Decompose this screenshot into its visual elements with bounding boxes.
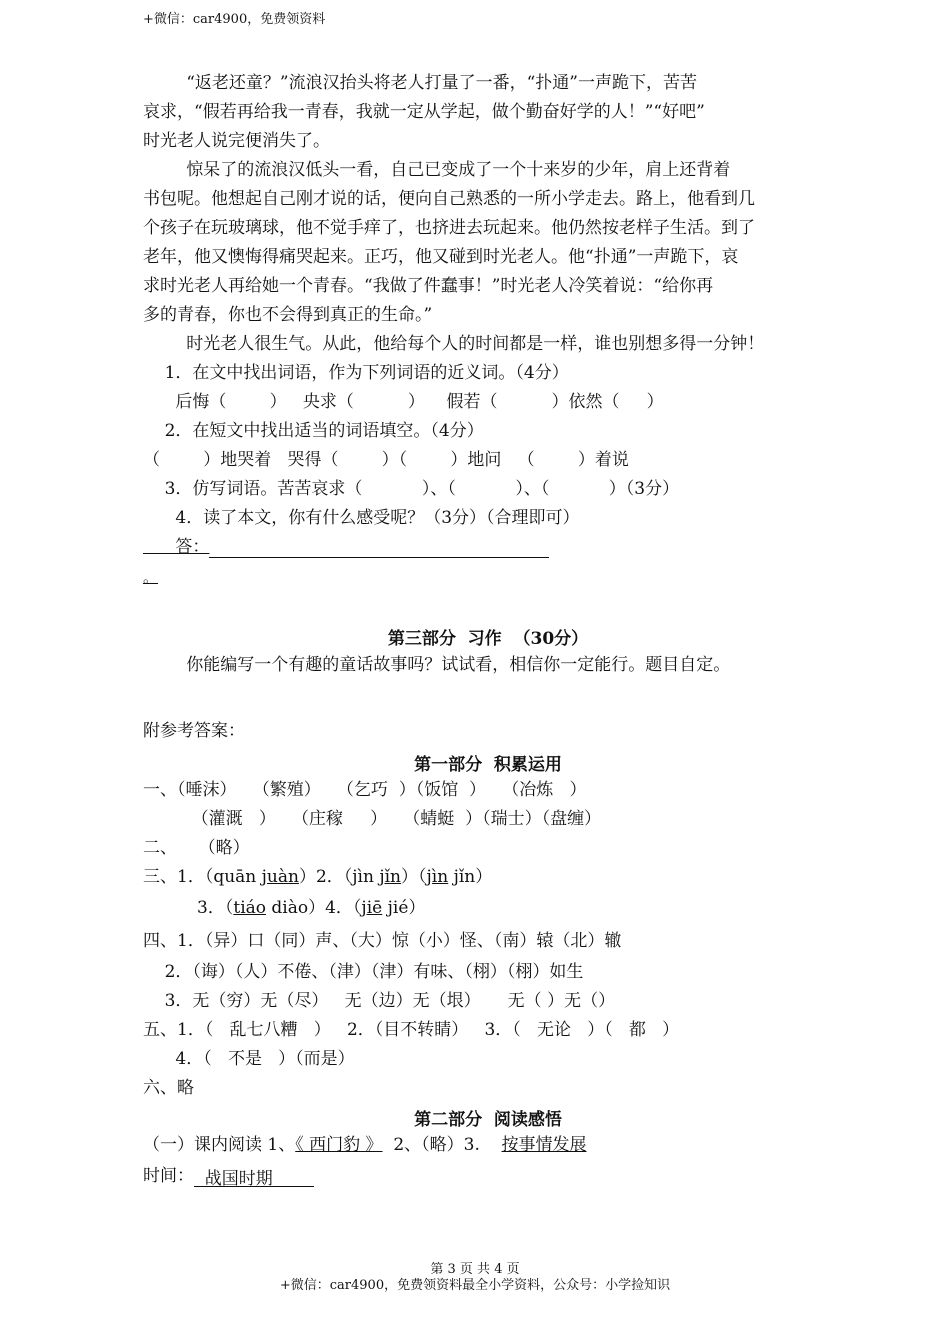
pinyin-underlined: jìn [426,867,449,887]
footer-note: +微信：car4900，免费领资料最全小学资料，公众号：小学捡知识 [279,1278,671,1293]
question-1-blanks: 后悔（ ） 央求（ ） 假若（ ）依然（ ） [143,392,664,412]
pinyin-text: ）2．（jìn [298,867,380,887]
pinyin-underlined: juàn [261,867,299,887]
answers-line-10: 4．（ 不是 ）（而是） [143,1049,355,1069]
pinyin-text: 三、1．（quān [143,867,262,887]
story-line-10: 时光老人很生气。从此，他给每个人的时间都是一样，谁也别想多得一分钟！ [143,334,765,354]
answer-text: 2、（略）3. [382,1135,502,1155]
answers-line-9: 五、1．（ 乱七八糟 ） 2．（目不转睛） 3．（ 无论 ）（ 都 ） [143,1020,680,1040]
answer-line [143,536,549,558]
time-answer-blank [194,1168,314,1187]
story-line-4: 惊呆了的流浪汉低头一看，自己已变成了一个十来岁的少年，肩上还背着 [143,160,731,180]
pinyin-text: diào）4．（ [266,898,362,918]
pinyin-underlined: jǐn [379,867,402,887]
pinyin-text: jié） [382,898,426,918]
story-line-2: 哀求，“假若再给我一青春，我就一定从学起，做个勤奋好学的人！”“好吧” [143,102,705,122]
answers-line-5 [143,897,425,919]
story-line-3: 时光老人说完便消失了。 [143,131,330,151]
page-header: +微信：car4900，免费领资料 [143,12,326,27]
answer-blank [209,539,549,558]
answers-line-3: 二、 （略） [143,838,250,858]
answers-part1-title: 第一部分 积累运用 [414,755,562,775]
part3-title: 第三部分 习作 （30分） [387,629,589,649]
pinyin-underlined: jiē [361,898,383,918]
answer-text: （一）课内阅读 1、 [143,1135,296,1155]
answers-part2-title: 第二部分 阅读感悟 [414,1110,562,1130]
part3-prompt: 你能编写一个有趣的童话故事吗？试试看，相信你一定能行。题目自定。 [143,655,731,675]
pinyin-text: jǐn） [448,867,493,887]
answers-line-2: （灌溉 ） （庄稼 ） （蜻蜓 ）（瑞士）（盘缠） [143,809,602,829]
answers-label: 附参考答案： [143,721,245,741]
question-2-blanks: （ ）地哭着 哭得（ ）（ ）地问 （ ）着说 [143,450,629,470]
pinyin-text: ）（ [401,867,427,887]
story-line-1: “返老还童？”流浪汉抬头将老人打量了一番，“扑通”一声跪下，苦苦 [143,73,697,93]
answers-line-1: 一、（唾沫） （繁殖） （乞巧 ）（饭馆 ） （冶炼 ） [143,780,587,800]
story-line-5: 书包呢。他想起自己刚才说的话，便向自己熟悉的一所小学走去。路上，他看到几 [143,189,755,209]
answer-underlined: 《 西门豹 》 [295,1135,383,1155]
question-4: 4．读了本文，你有什么感受呢？（3分）（合理即可） [143,508,580,528]
answers-line-4 [143,866,492,888]
answers-line-8: 3．无（穷）无（尽） 无（边）无（垠） 无（ ）无（） [143,991,616,1011]
answers-line-12 [143,1134,587,1156]
story-line-8: 求时光老人再给她一个青春。“我做了件蠢事！”时光老人冷笑着说：“给你再 [143,276,714,296]
page-number: 第 3 页 共 4 页 [430,1262,520,1277]
pinyin-underlined: tiáo [233,898,266,918]
answer-text: 时间： [143,1166,194,1186]
question-1: 1．在文中找出词语，作为下列词语的近义词。（4分） [143,363,569,383]
answer-underlined: 按事情发展 [501,1135,587,1155]
story-line-6: 个孩子在玩玻璃球，他不觉手痒了，也挤进去玩起来。他仍然按老样子生活。到了 [143,218,755,238]
answers-line-7: 2．（诲）（人）不倦、（津）（津）有味、（栩）（栩）如生 [143,962,584,982]
answers-line-6: 四、1．（异）口（同）声、（大）惊（小）怪、（南）辕（北）辙 [143,931,622,951]
answer-label: 答： [143,537,210,557]
end-mark: 。 [143,568,159,586]
time-answer: 战国时期 [194,1169,273,1189]
question-2: 2．在短文中找出适当的词语填空。（4分） [143,421,484,441]
story-line-9: 多的青春，你也不会得到真正的生命。” [143,305,433,325]
pinyin-text: 3．（ [143,898,234,918]
story-line-7: 老年，他又懊悔得痛哭起来。正巧，他又碰到时光老人。他“扑通”一声跪下，哀 [143,247,739,267]
answers-line-13 [143,1165,314,1187]
answers-line-11: 六、略 [143,1078,194,1098]
question-3: 3．仿写词语。苦苦哀求（ ）、（ ）、（ ）（3分） [143,479,680,499]
